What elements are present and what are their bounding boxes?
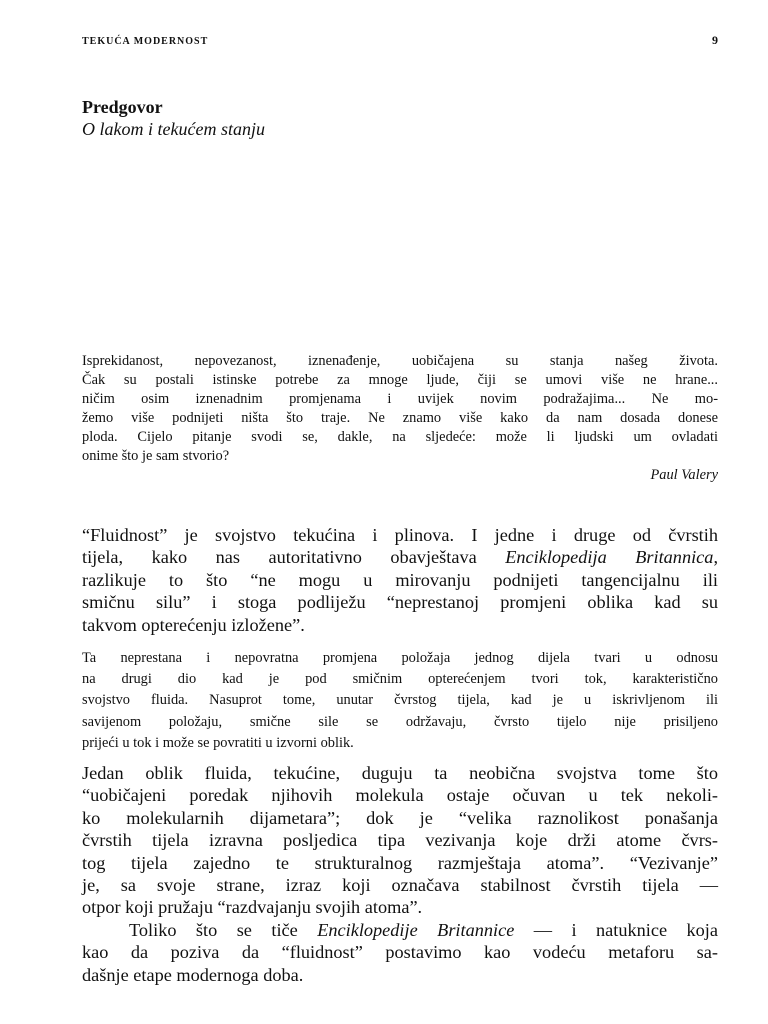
epigraph-author: Paul Valery <box>650 467 718 484</box>
epigraph-line: ničim osim iznenadnim promjenama i uvijek novim podražajima... Ne mo- <box>82 390 718 407</box>
paragraph-line: savijenom položaju, smične sile se održavaju, čvrsto tijelo nije prisiljeno <box>82 713 718 730</box>
book-title: Enciklopedije Britannice <box>317 919 515 940</box>
paragraph-text: , <box>713 547 719 568</box>
book-title: Enciklopedija Britannica <box>505 547 714 568</box>
chapter-heading <box>82 96 682 140</box>
paragraph-line: prijeći u tok i može se povratiti u izvorni oblik. <box>82 734 354 751</box>
paragraph-line: “uobičajeni poredak njihovih molekula ostaje očuvan u tek nekoli- <box>82 785 718 806</box>
paragraph-line: tog tijela zajedno te strukturalnog razmještaja atoma”. “Vezivanje” <box>82 852 718 873</box>
paragraph-line: ko molekularnih dijametara”; dok je “velika raznolikost ponašanja <box>82 807 718 828</box>
page-number: 9 <box>712 33 718 47</box>
paragraph-text: — i natuknice koja <box>514 919 719 940</box>
paragraph-line: Ta neprestana i nepovratna promjena položaja jednog dijela tvari u odnosu <box>82 650 718 666</box>
paragraph-line: je, sa svoje strane, izraz koji označava stabilnost čvrstih tijela — <box>82 875 718 896</box>
running-title: TEKUĆA MODERNOST <box>82 36 209 47</box>
paragraph-line: “Fluidnost” je svojstvo tekućina i plinova. I jedne i druge od čvrstih <box>82 525 718 545</box>
paragraph-line: čvrstih tijela izravna posljedica tipa vezivanja koje drži atome čvrs- <box>82 830 718 851</box>
paragraph-line: dašnje etape modernoga doba. <box>82 964 304 985</box>
paragraph-line: svojstvo fluida. Nasuprot tome, unutar čvrstog tijela, kad je u iskrivljenom ili <box>82 692 718 709</box>
paragraph-line: Jedan oblik fluida, tekućine, duguju ta neobična svojstva tome što <box>82 763 718 783</box>
paragraph-line: otpor koji pružaju “razdvajanju svojih atoma”. <box>82 897 423 918</box>
chapter-title: Predgovor <box>82 97 163 117</box>
paragraph-line: kao da poziva da “fluidnost” postavimo kao vodeću metaforu sa- <box>82 942 718 963</box>
paragraph-line <box>82 919 718 941</box>
paragraph-quote-block <box>82 648 718 754</box>
epigraph-line: Čak su postali istinske potrebe za mnoge ljude, čiji se umovi više ne hrane... <box>82 371 718 388</box>
epigraph-line: Isprekidanost, nepovezanost, iznenađenje, uobičajena su stanja našeg života. <box>82 353 718 369</box>
paragraph-line: razlikuje to što “ne mogu u mirovanju podnijeti tangencijalnu ili <box>82 569 718 590</box>
epigraph-line: ploda. Cijelo pitanje svodi se, dakle, na sljedeće: može li ljudski um ovladati <box>82 428 718 445</box>
epigraph <box>82 352 718 485</box>
paragraph-text: Toliko što se tiče <box>129 919 318 940</box>
paragraph-liquids <box>82 762 718 986</box>
chapter-subtitle: O lakom i tekućem stanju <box>82 119 265 139</box>
paragraph-text: tijela, kako nas autoritativno obavještava <box>82 547 506 568</box>
paragraph-line: takvom opterećenju izložene”. <box>82 614 305 635</box>
paragraph-line <box>82 546 718 568</box>
paragraph-fluidity-definition <box>82 524 718 636</box>
epigraph-line: žemo više podnijeti ništa što traje. Ne znamo više kako da nam dosada donese <box>82 409 718 426</box>
page-header <box>82 33 718 48</box>
paragraph-line: smičnu silu” i stoga podliježu “neprestanoj promjeni oblika kad su <box>82 592 718 613</box>
paragraph-line: na drugi dio kad je pod smičnim opterećenjem tvori tok, karakteristično <box>82 671 718 688</box>
epigraph-line: onime što je sam stvorio? <box>82 447 230 464</box>
